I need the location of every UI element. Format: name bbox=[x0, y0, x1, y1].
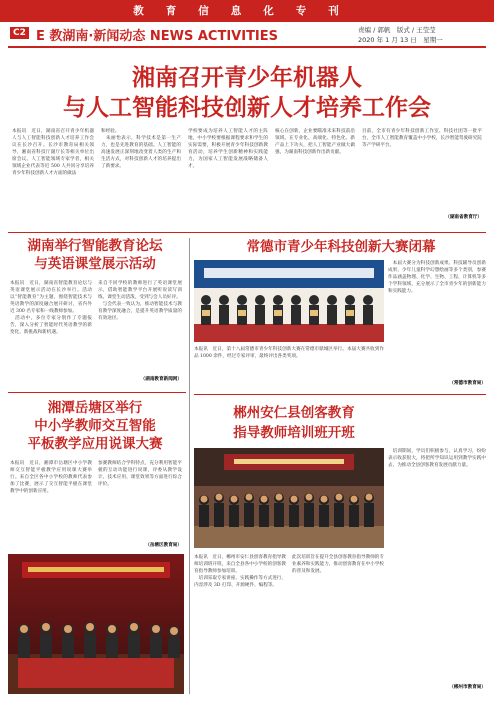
left1-headline-line1: 湖南举行智能教育论坛 bbox=[27, 238, 163, 254]
contest-photo bbox=[8, 554, 184, 694]
left1-col-2: 来自不同学校的教师进行了英语课堂展示，借助智能教学平台开展听说读写训练，课堂生动活泼，受到与会人员好评。 与会代表一致认为，推动智能技术与教育教学深度融合，是提升英语教学质量的有效途径。 bbox=[98, 281, 182, 321]
right2-credit: （郴州市教育局） bbox=[449, 685, 486, 690]
lead-headline-line2: 与人工智能科技创新人才培养工作会 bbox=[63, 95, 431, 121]
left2-headline-line1: 湘潭岳塘区举行 bbox=[47, 400, 143, 416]
masthead-banner-text: 教育信息化专刊 bbox=[133, 5, 361, 17]
award-photo bbox=[194, 260, 384, 342]
right2-col-1: 本报讯 近日，郴州市安仁县创客教育指导教师培训班开班，来自全县各中小学校的创客教育指导教师参加培训。 培训采取专家讲座、实践操作等方式进行，内容涉及 3D 打印、开源硬件、编程等。 bbox=[194, 555, 286, 588]
page-code-badge: C2 bbox=[10, 27, 29, 39]
lead-credit: （湖南省教育厅） bbox=[445, 215, 482, 220]
left1-headline-line2: 与英语课堂展示活动 bbox=[34, 256, 156, 272]
left-divider bbox=[8, 392, 186, 393]
lead-col-2: 和经验。 朱丽怡表示，科学技术是第一生产力，也是先进教育的基础。人工智能的高速发展正深刻地改变着人类的生产和生活方式，对科技创新人才的培养提出了新要求。 bbox=[101, 129, 181, 169]
right2-headline-line2: 指导教师培训班开班 bbox=[233, 425, 355, 441]
section-divider bbox=[8, 232, 486, 233]
right1-photo-caption: 本报讯 近日，第十八届常德市青少年科技创新大赛在常德市鼎城区举行。本届大赛共收到作品 1000 余件，经过专家评审，最终评出各类奖项。 bbox=[194, 347, 384, 359]
left2-credit: （岳塘区教育局） bbox=[145, 543, 182, 548]
left2-headline-line3: 平板教学应用说课大赛 bbox=[27, 436, 163, 452]
lead-headline-line1: 湘南召开青少年机器人 bbox=[132, 65, 362, 91]
lead-col-5: 目前，全市有青少年科技创新工作室、科技社团等一批平台，全市人工智能教育覆盖中小学校，长沙智能驾驶研究院等产学研平台。 bbox=[362, 129, 482, 148]
lead-col-4: 核心在创新，企业要瞄准未来科技前沿领域，在专业化、高端化、特色化、新产品上下功夫，把人工智能产业做大做强，为湖南科技创新作出新贡献。 bbox=[275, 129, 355, 155]
left2-headline-line2: 中小学教师交互智能 bbox=[34, 418, 156, 434]
right2-col-2: 此次培训旨在提升全县创客教育指导教师的专业素养和实践能力，推动创客教育在中小学校的普及和发展。 bbox=[292, 555, 384, 574]
left2-col-2: 参赛教师结合学科特点，充分利用智能平板的互动功能进行说课，评委从教学设计、技术应用、课堂效果等方面进行综合评价。 bbox=[98, 461, 182, 487]
issue-date: 2020 年 1 月 13 日 星期一 bbox=[358, 36, 443, 44]
section-title: E 教湖南·新闻动态 NEWS ACTIVITIES bbox=[36, 29, 279, 44]
lead-col-3: 学校要成为培养人工智能人才的主阵地，中小学校要根据课程要求和学生的实际需要，积极开展青少年科技创新教育活动，培养学生创新精神和实践能力，为国家人工智能发展战略储备人才。 bbox=[188, 129, 268, 169]
right1-side-text: 本届大赛分为科技创新成果、科技辅导员创新成果、少年儿童科学幻想绘画等多个类别，参赛作品涵盖物理、化学、生物、工程、计算机等多个学科领域，充分展示了全市青少年的创新能力和实践能力。 bbox=[388, 261, 486, 294]
training-photo bbox=[194, 448, 384, 548]
right2-side-text: 培训期间，学员们积极参与，认真学习，纷纷表示收获很大，将把所学知识运用到教学实践中去，为推动全县创客教育发展贡献力量。 bbox=[388, 449, 486, 468]
editor-credit: 责编 / 郭帆 版式 / 王莹莹 bbox=[358, 26, 436, 34]
left1-credit: （湖南教育新闻网） bbox=[140, 377, 182, 382]
right1-headline: 常德市青少年科技创新大赛闭幕 bbox=[246, 239, 436, 255]
left1-col-1: 本报讯 近日，湖南省智能教育论坛与英语课堂展示活动在长沙举行。活动以“智能教育”为主题，围绕智能技术与英语教学的深度融合展开研讨，省内外近 300 名专家和一线教师参加。 活动中，多位专家分别作了专题报告，深入分析了智能时代英语教学的新变化、新挑战和新机遇。 bbox=[10, 281, 92, 335]
right1-credit: （常德市教育局） bbox=[449, 381, 486, 386]
column-divider bbox=[189, 238, 190, 694]
lead-col-1: 本报讯 近日，湖南省召开青少年机器人与人工智能科技创新人才培养工作会议在长沙召开。长沙市教育局相关领导，湘南省科技厅副厅长等相关单位出席会议。人工智能领域专家学者，相关领域企业代表等近 500 人共同分享培养青少年科技创新人才方面的做法 bbox=[12, 129, 94, 176]
right2-headline-line1: 郴州安仁县创客教育 bbox=[233, 405, 355, 421]
masthead-rule bbox=[8, 46, 486, 48]
left2-col-1: 本报讯 近日，湘潭市岳塘区中小学教师交互智能平板教学应用说课大赛举行。来自全区各中小学校的教师代表参加了比赛，展示了交互智能平板在课堂教学中的创新应用。 bbox=[10, 461, 92, 494]
right-divider bbox=[194, 394, 486, 395]
